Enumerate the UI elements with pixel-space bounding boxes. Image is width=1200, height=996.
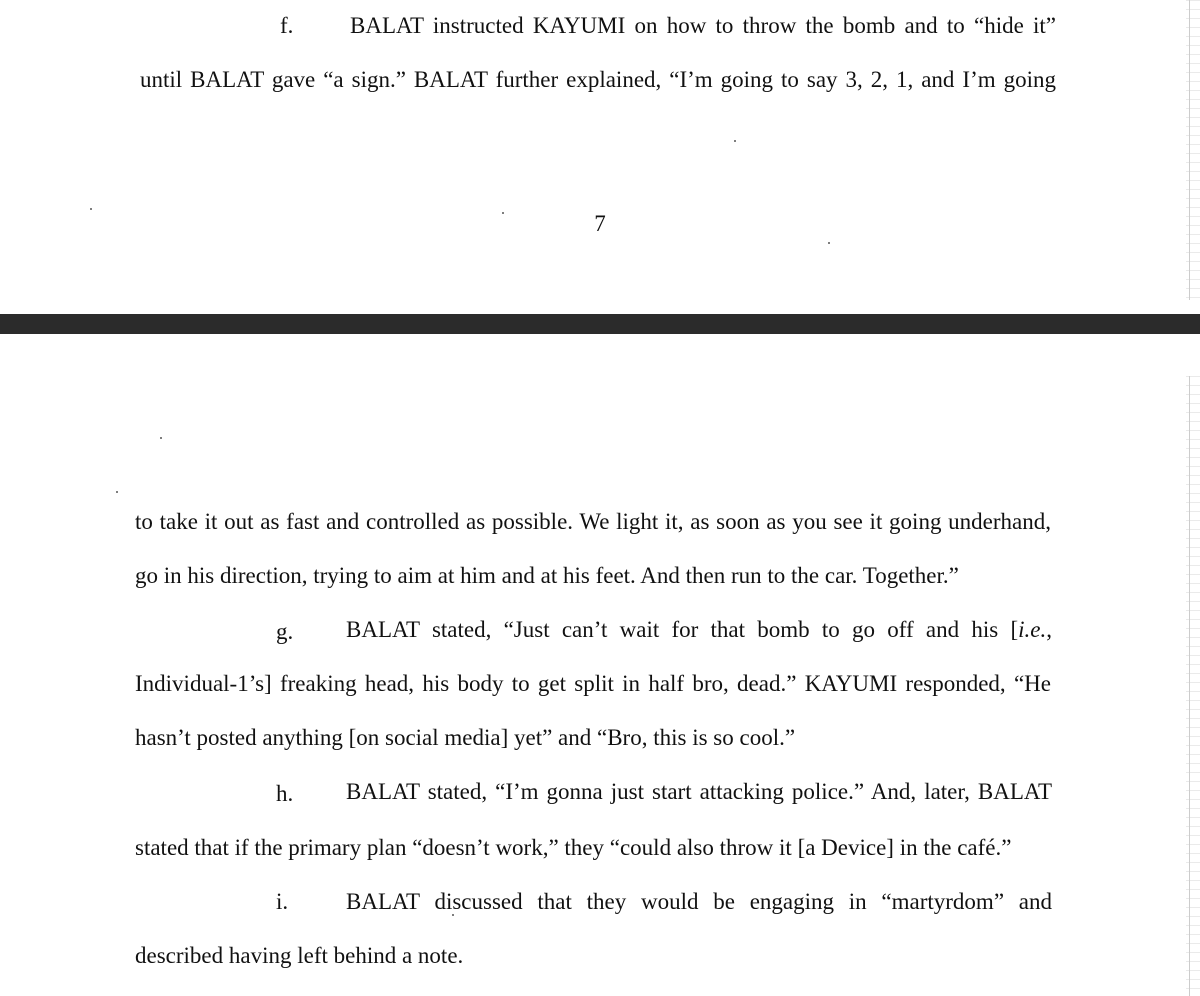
paragraph-i-line-1: BALAT discussed that they would be engaging in “martyrdom” and: [346, 889, 1052, 914]
paragraph-g-line-1-text: BALAT stated, “Just can’t wait for that bomb to go off and his [: [346, 617, 1019, 642]
paragraph-h-line-1: BALAT stated, “I’m gonna just start attacking police.” And, later, BALAT: [346, 779, 1052, 804]
page-separator: [0, 314, 1200, 334]
paragraph-g-line-1: [346, 616, 1052, 644]
paragraph-g-line-2: Individual-1’s] freaking head, his body to get split in half bro, dead.” KAYUMI responded, “He: [135, 671, 1051, 696]
page-8-top: [0, 334, 1200, 996]
scan-speck: [116, 491, 118, 493]
page-number: 7: [594, 211, 606, 236]
paragraph-g-line-1-italic: i.e.: [1018, 617, 1047, 642]
paragraph-g-line-3: hasn’t posted anything [on social media] yet” and “Bro, this is so cool.”: [135, 725, 796, 750]
scan-speck: [828, 242, 830, 244]
scan-speck: [452, 914, 454, 916]
paragraph-f-line-2: until BALAT gave “a sign.” BALAT further explained, “I’m going to say 3, 2, 1, and I’m going: [140, 67, 1056, 92]
scan-speck: [502, 212, 504, 214]
paragraph-h-label: h.: [276, 781, 294, 806]
scan-speck: [734, 140, 736, 142]
scan-edge-rule: [1189, 376, 1190, 996]
continuation-line-1: to take it out as fast and controlled as possible. We light it, as soon as you see it going underhand,: [135, 509, 1051, 534]
continuation-line-2: go in his direction, trying to aim at him and at his feet. And then run to the car. Together.”: [135, 563, 959, 588]
paragraph-i-label: i.: [276, 889, 289, 914]
page-7-bottom: [0, 0, 1200, 314]
paragraph-g-line-1-end: ,: [1046, 617, 1052, 642]
paragraph-i-line-2: described having left behind a note.: [135, 943, 464, 968]
paragraph-g-label: g.: [276, 619, 294, 644]
paragraph-h-line-2: stated that if the primary plan “doesn’t work,” they “could also throw it [a Device] in the café.”: [135, 835, 1012, 860]
scan-speck: [160, 437, 162, 439]
paragraph-f-line-1: BALAT instructed KAYUMI on how to throw the bomb and to “hide it”: [350, 13, 1056, 38]
scan-edge-rule: [1189, 0, 1190, 300]
paragraph-f-label: f.: [280, 13, 294, 38]
scan-speck: [90, 208, 92, 210]
